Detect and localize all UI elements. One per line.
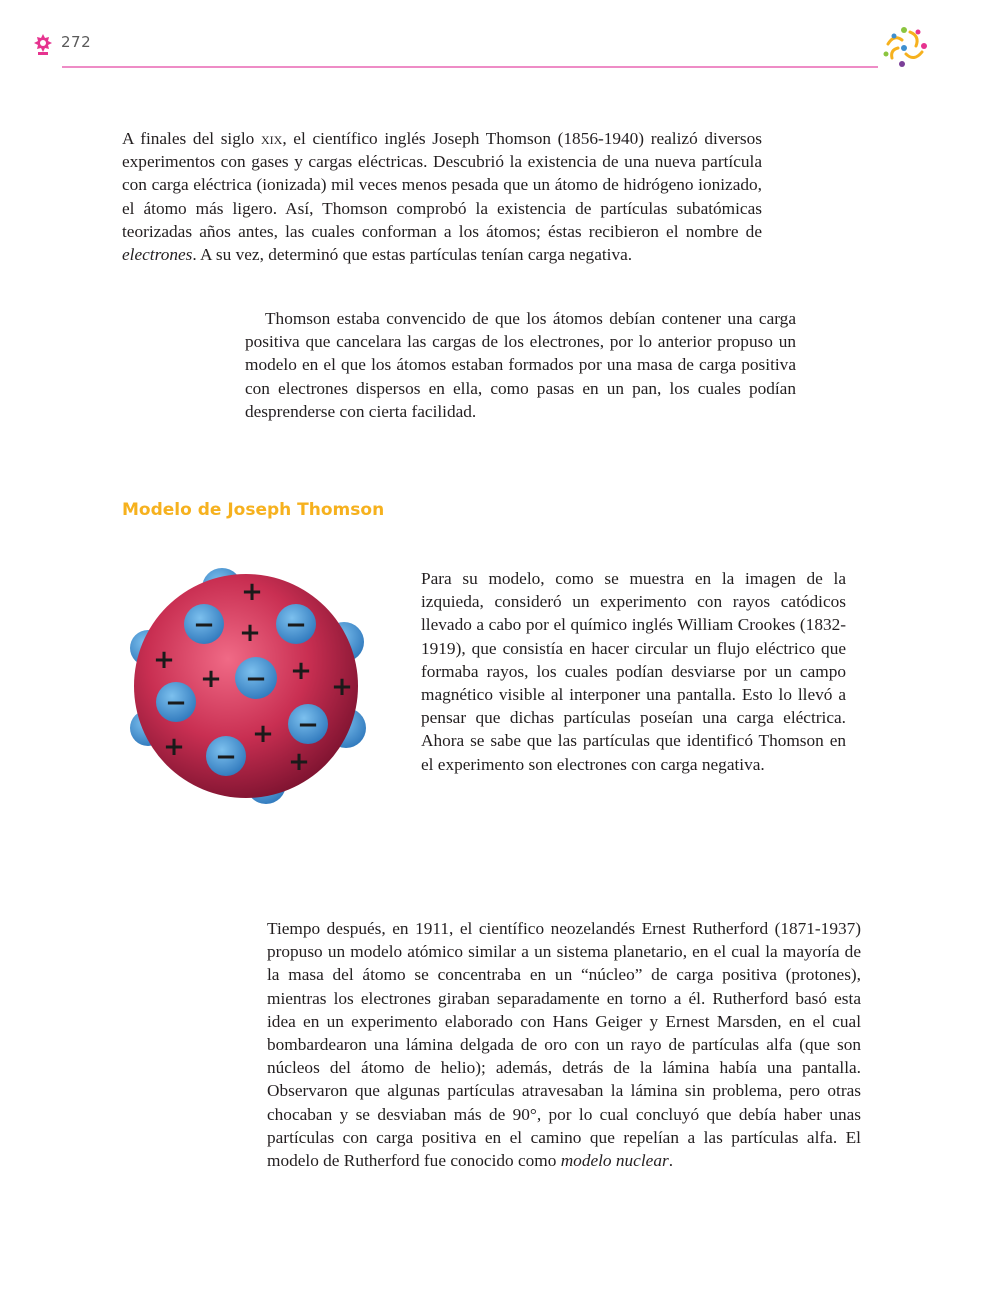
rutherford-paragraph: Tiempo después, en 1911, el científico neozelandés Ernest Rutherford (1871-1937) propuso un modelo atómico similar a un sistema planetario, en el cual la mayoría de la masa del átomo se concentraba en un “núcleo” de carga positiva (protones), mientras los electrones giraban separadamente en torno a él. Rutherford basó esta idea en un experimento elaborado con Hans Geiger y Ernest Marsden, en el cual bombardearon una lámina delgada de oro con un rayo de partículas alfa (que son núcleos del átomo de helio); además, detrás de la lámina había una pantalla. Observaron que algunas partículas atravesaban la lámina sin problema, pero otras chocaban y se desviaban más de 90°, por lo cual concluyó que debía haber unas partículas con carga positiva en el camino que repelían a las partículas alfa. El modelo de Rutherford fue conocido como modelo nuclear. xyxy=(267,919,861,1171)
svg-text:−: − xyxy=(215,742,237,772)
svg-text:+: + xyxy=(153,645,175,675)
svg-text:+: + xyxy=(290,656,312,686)
century-numeral: xix xyxy=(260,129,283,148)
svg-text:+: + xyxy=(241,577,263,607)
svg-text:+: + xyxy=(252,719,274,749)
emphasis-modelo-nuclear: modelo nuclear xyxy=(560,1151,669,1171)
svg-text:+: + xyxy=(200,664,222,694)
svg-text:−: − xyxy=(165,688,187,718)
emphasis-electrones: electrones xyxy=(122,245,193,265)
svg-text:−: − xyxy=(285,610,307,640)
svg-text:+: + xyxy=(288,747,310,777)
svg-text:−: − xyxy=(245,664,267,694)
svg-text:+: + xyxy=(163,732,185,762)
svg-text:−: − xyxy=(297,710,319,740)
svg-text:−: − xyxy=(193,610,215,640)
svg-text:+: + xyxy=(331,672,353,702)
page-number: 272 xyxy=(61,33,92,51)
pink-seal-icon xyxy=(32,32,54,56)
header-rule xyxy=(62,66,878,68)
thomson-hypothesis-paragraph: Thomson estaba convencido de que los átomos debían contener una carga positiva que cancelara las cargas de los electrones, por lo anterior propuso un modelo en el que los átomos estaban formados por una masa de carga positiva con electrones dispersos en ella, como pasas en un pan, los cuales podían desprenderse con cierta facilidad. xyxy=(245,309,796,421)
section-title: Modelo de Joseph Thomson xyxy=(122,500,385,520)
thomson-atom-model-figure xyxy=(122,562,372,812)
thomson-experiment-paragraph: Para su modelo, como se muestra en la imagen de la izquieda, consideró un experimento con rayos catódicos llevado a cabo por el químico inglés William Crookes (1832-1919), que consistía en hacer circular un flujo eléctrico que formaba rayos, los cuales podían desviarse por un campo magnético visible al interponer una pantalla. Esto lo llevó a pensar que dichas partículas poseían una carga eléctrica. Ahora se sabe que las partículas que identificó Thomson en el experimento son electrones con carga negativa. xyxy=(421,569,846,774)
colorful-dots-logo-icon xyxy=(880,24,928,70)
svg-text:+: + xyxy=(239,618,261,648)
page-header xyxy=(0,0,986,80)
intro-paragraph: A finales del siglo xix, el científico inglés Joseph Thomson (1856-1940) realizó diversos experimentos con gases y cargas eléctricas. Descubrió la existencia de una nueva partícula con carga eléctrica (ionizada) mil veces menos pesada que un átomo de hidrógeno ionizado, el átomo más ligero. Así, Thomson comprobó la existencia de partículas subatómicas teorizadas años antes, las cuales conforman a los átomos; éstas recibieron el nombre de electrones. A su vez, determinó que estas partículas tenían carga negativa. xyxy=(122,129,762,265)
